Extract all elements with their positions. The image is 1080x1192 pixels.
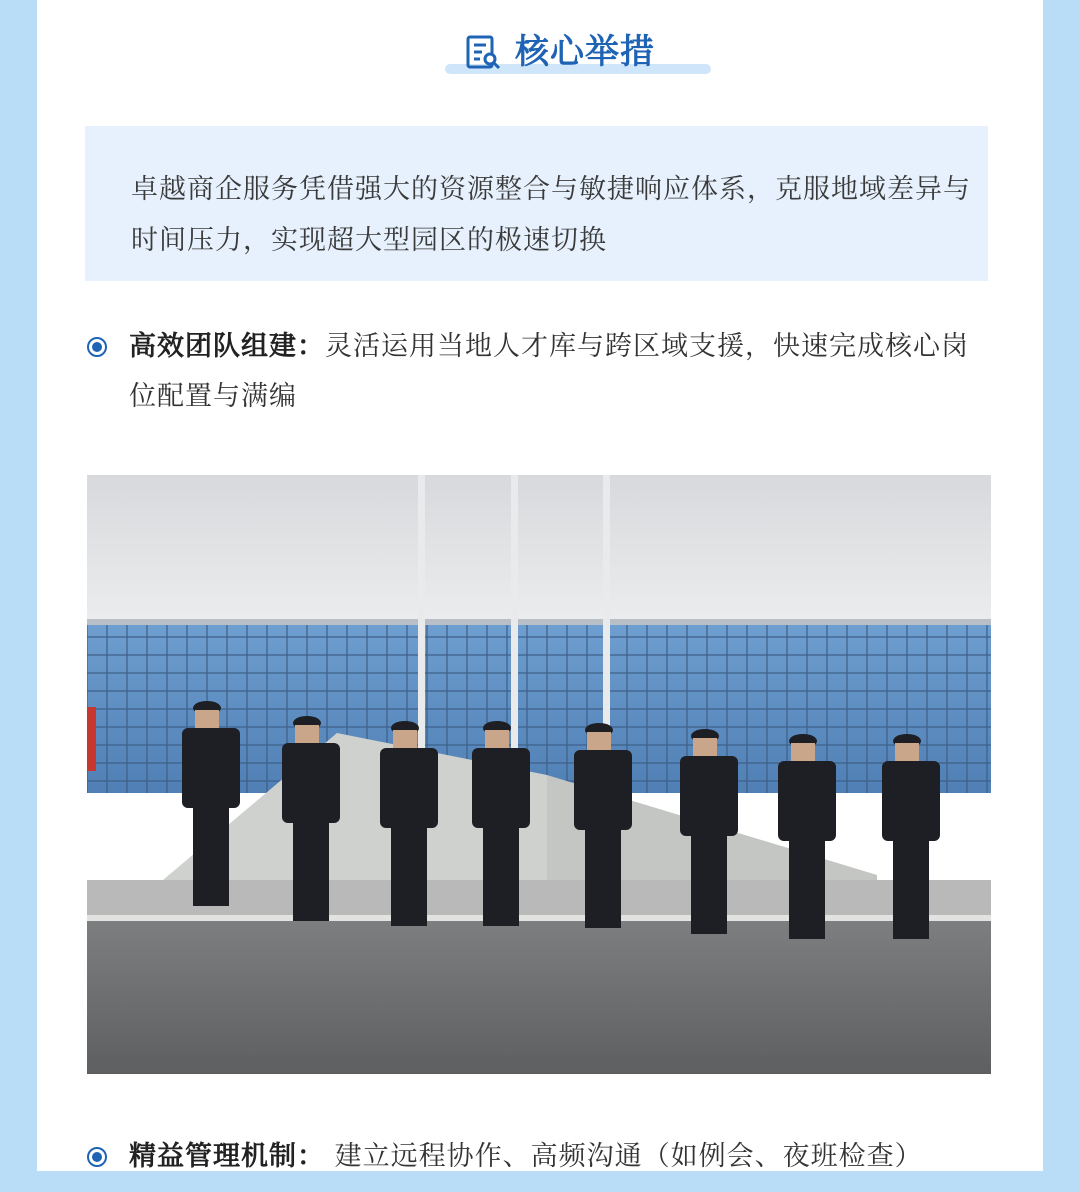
bullet-item: [85, 1132, 995, 1192]
bullet-dot-icon: [87, 1147, 107, 1167]
security-team-photo: [87, 475, 991, 1074]
bullet-body: 建立远程协作、高频沟通（如例会、夜班检查）: [325, 1141, 923, 1172]
bullet-item: [85, 322, 995, 432]
bullet-text: [129, 1132, 995, 1182]
bullet-body: 灵活运用当地人才库与跨区域支援，快速完成核心岗位配置与满编: [129, 331, 969, 412]
bullet-text: [129, 322, 995, 422]
bullet-label: 精益管理机制：: [129, 1141, 325, 1172]
section-title: 核心举措: [515, 32, 655, 72]
article-card: [37, 0, 1043, 1171]
document-icon: [465, 34, 501, 70]
bullet-dot-icon: [87, 337, 107, 357]
team-photo: [87, 475, 991, 1074]
section-header: [407, 26, 717, 86]
intro-text: 卓越商企服务凭借强大的资源整合与敏捷响应体系，克服地域差异与时间压力，实现超大型园区的极速切换: [131, 174, 971, 256]
intro-box: [85, 126, 988, 281]
bullet-label: 高效团队组建：: [129, 331, 325, 362]
